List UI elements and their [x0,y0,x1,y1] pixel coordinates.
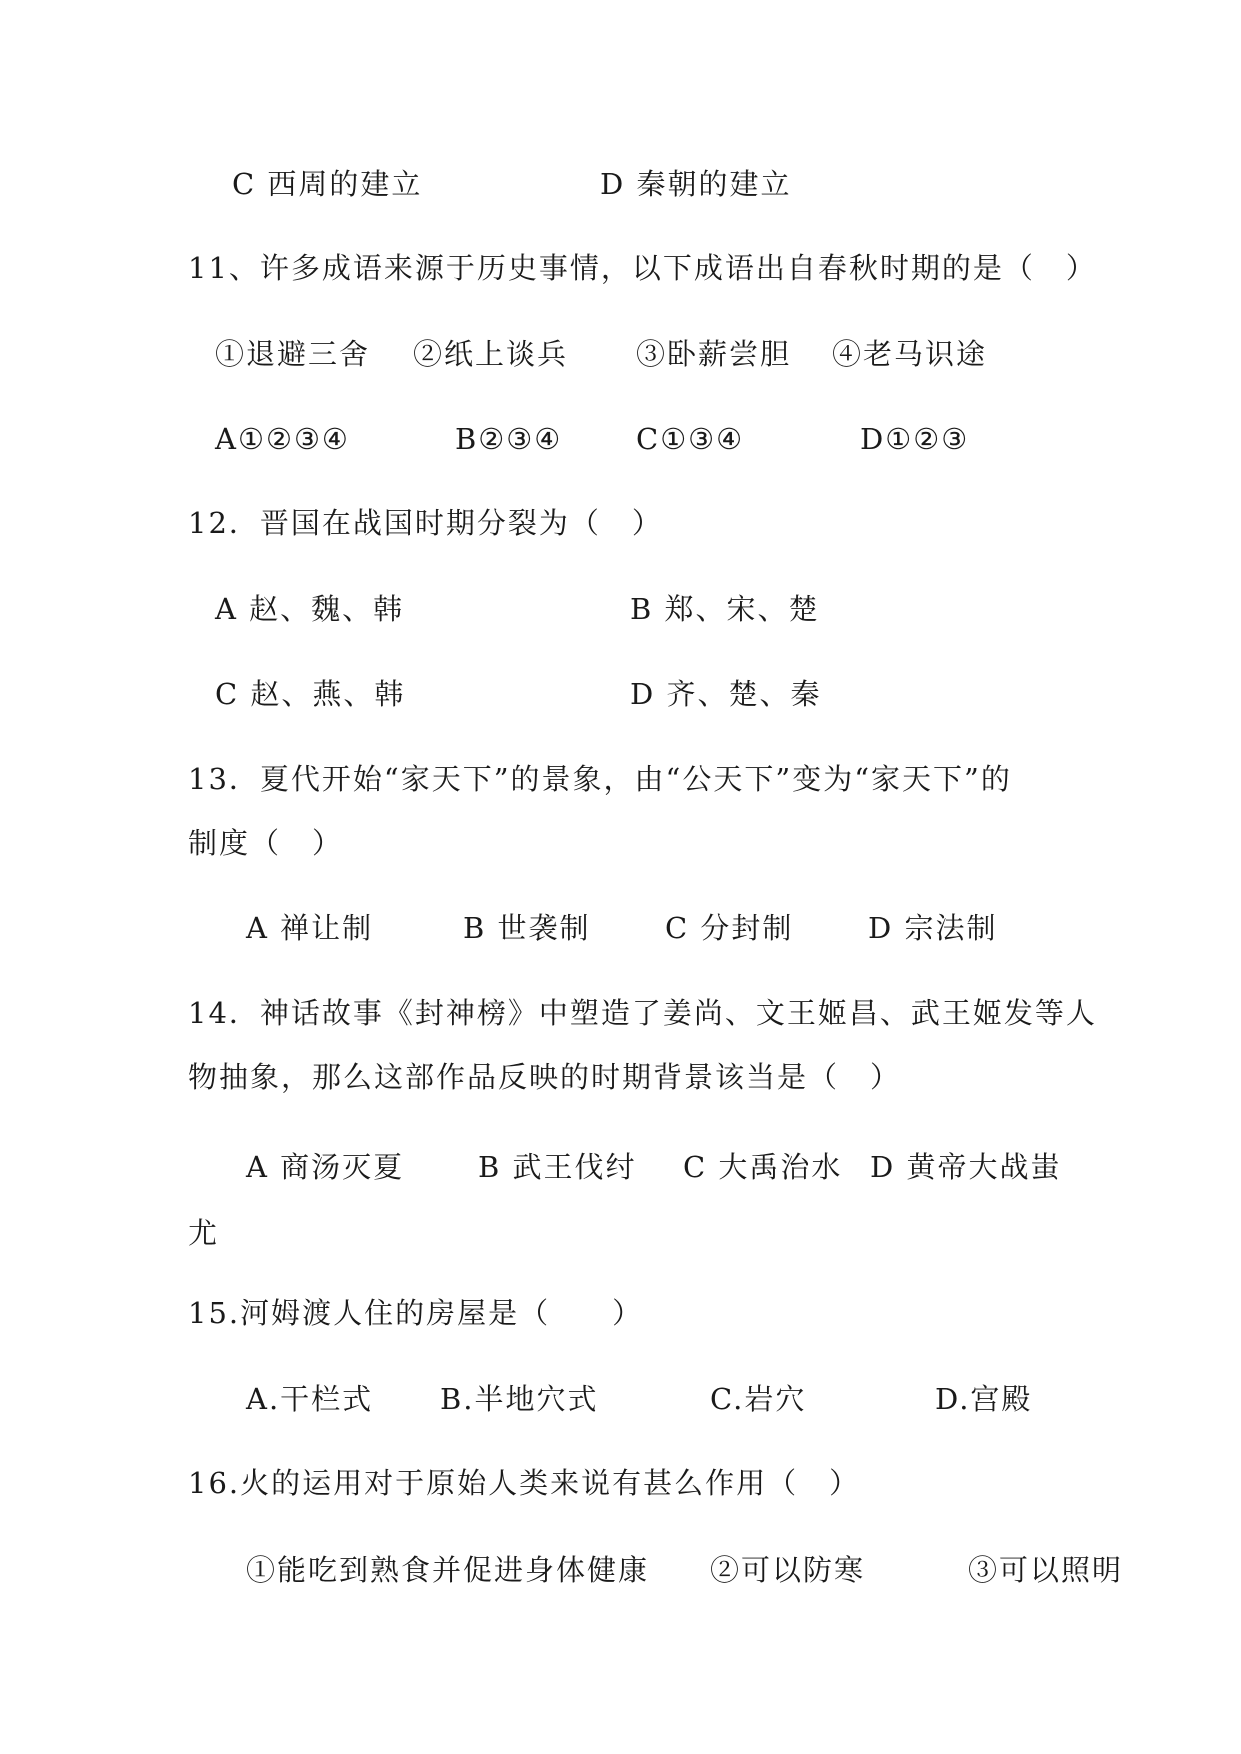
q15-option-d: D.宫殿 [935,1382,1033,1416]
q11-stem: 11、许多成语来源于历史事情，以下成语出自春秋时期的是（ ） [188,251,1097,285]
q14-option-c: C 大禹治水 [683,1150,843,1184]
q11-option-d: D①②③ [860,422,970,456]
q14-stem-line1: 14．神话故事《封神榜》中塑造了姜尚、文王姬昌、武王姬发等人 [188,996,1097,1030]
q14-option-b: B 武王伐纣 [478,1150,637,1184]
q13-stem-line2: 制度（ ） [188,826,344,860]
q11-item-1: ①退避三舍 [215,337,371,371]
q12-option-c: C 赵、燕、韩 [215,677,406,711]
q14-option-d-wrap: 尤 [188,1216,220,1250]
q15-stem: 15.河姆渡人住的房屋是（ ） [188,1296,644,1330]
q14-option-d: D 黄帝大战蚩 [870,1150,1062,1184]
q16-item-2: ②可以防寒 [710,1553,866,1587]
q11-item-4: ④老马识途 [832,337,988,371]
q15-option-b: B.半地穴式 [440,1382,599,1416]
q16-item-1: ①能吃到熟食并促进身体健康 [246,1553,650,1587]
q13-option-d: D 宗法制 [868,911,998,945]
q13-option-b: B 世袭制 [463,911,591,945]
q12-option-b: B 郑、宋、楚 [630,592,820,626]
q11-option-c: C①③④ [636,422,745,456]
q15-option-a: A.干栏式 [246,1382,374,1416]
q12-option-a: A 赵、魏、韩 [215,592,405,626]
q12-stem: 12．晋国在战国时期分裂为（ ） [188,506,663,540]
q11-item-2: ②纸上谈兵 [413,337,569,371]
q15-option-c: C.岩穴 [710,1382,807,1416]
q13-stem-line1: 13．夏代开始“家天下”的景象，由“公天下”变为“家天下”的 [188,762,1012,796]
q16-item-3: ③可以照明 [968,1553,1124,1587]
q11-option-b: B②③④ [455,422,563,456]
q13-option-c: C 分封制 [665,911,794,945]
q14-stem-line2: 物抽象，那么这部作品反映的时期背景该当是（ ） [188,1060,902,1094]
q10-option-c: C 西周的建立 [232,167,423,201]
q14-option-a: A 商汤灭夏 [246,1150,405,1184]
q13-option-a: A 禅让制 [246,911,374,945]
q11-item-3: ③卧薪尝胆 [636,337,792,371]
q16-stem: 16.火的运用对于原始人类来说有甚么作用（ ） [188,1466,861,1500]
q11-option-a: A①②③④ [215,422,350,456]
q12-option-d: D 齐、楚、秦 [630,677,822,711]
q10-option-d: D 秦朝的建立 [600,167,792,201]
